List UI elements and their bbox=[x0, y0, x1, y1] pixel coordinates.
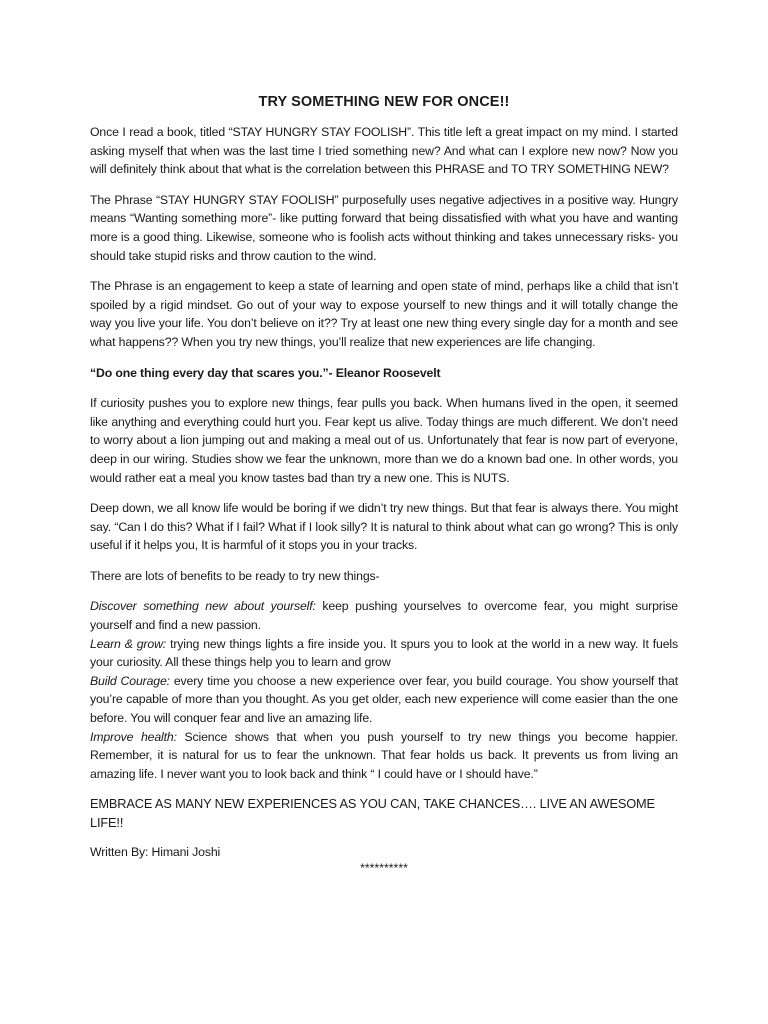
document-title: TRY SOMETHING NEW FOR ONCE!! bbox=[258, 94, 510, 110]
closing-statement: EMBRACE AS MANY NEW EXPERIENCES AS YOU CAN, TAKE CHANCES…. LIVE AN AWESOME LIFE!! bbox=[90, 796, 655, 830]
benefit-text: trying new things lights a fire inside you. It spurs you to look at the world in a new way. It fuels your curiosity. All these things help you to learn and grow bbox=[90, 636, 678, 670]
benefit-text: Science shows that when you push yourself to try new things you become happier. Remember, it is natural for us to fear the unknown. That fear holds us back. It prevents us from living an amazing life. I never want you to look back and think “ I could have or I should have.” bbox=[90, 729, 678, 781]
benefit-term: Discover something new about yourself: bbox=[90, 599, 316, 614]
quote: “Do one thing every day that scares you.”- Eleanor Roosevelt bbox=[90, 365, 441, 380]
benefit-item bbox=[90, 728, 678, 784]
benefit-text: every time you choose a new experience over fear, you build courage. You show yourself that you’re capable of more than you thought. As you get older, each new experience will come easier than the one before. You will conquer fear and live an amazing life. bbox=[90, 673, 679, 726]
paragraph-phrase-meaning: The Phrase “STAY HUNGRY STAY FOOLISH” purposefully uses negative adjectives in a positive way. Hungry means “Wanting something more”- like putting forward that being dissatisfied with what you have and wanting more is a good thing. Likewise, someone who is foolish acts without thinking and takes unnecessary risks- you should take stupid risks and throw caution to the wind. bbox=[90, 192, 678, 263]
author-line: Written By: Himani Joshi bbox=[90, 844, 221, 859]
benefit-term: Improve health: bbox=[90, 729, 177, 744]
benefit-term: Learn & grow: bbox=[90, 636, 167, 651]
paragraph-phrase-engagement: The Phrase is an engagement to keep a state of learning and open state of mind, perhaps like a child that isn’t spoiled by a rigid mindset. Go out of your way to expose yourself to new things and it will totally change the way you live your life. You don’t believe on it?? Try at least one new thing every single day for a month and see what happens?? When you try new things, you’ll realize that new experiences are life changing. bbox=[90, 279, 678, 349]
document-page bbox=[90, 94, 678, 875]
benefit-item bbox=[90, 635, 678, 672]
end-mark: ********** bbox=[360, 861, 408, 876]
paragraph-intro: Once I read a book, titled “STAY HUNGRY STAY FOOLISH”. This title left a great impact on my mind. I started asking myself that when was the last time I tried something new? And what can I explore new now? Now you will definitely think about that what is the correlation between this PHRASE and TO TRY SOMETHING NEW? bbox=[90, 125, 678, 177]
benefit-text: keep pushing yourselves to overcome fear, you might surprise yourself and find a new passion. bbox=[90, 599, 678, 633]
paragraph-benefits-intro: There are lots of benefits to be ready to try new things- bbox=[90, 568, 380, 583]
benefit-item bbox=[90, 597, 678, 634]
paragraph-deep-down: Deep down, we all know life would be boring if we didn’t try new things. But that fear is always there. You might say. “Can I do this? What if I fail? What if I look silly? It is natural to think about what can go wrong? This is only useful if it helps you, It is harmful of it stops you in your tracks. bbox=[90, 501, 678, 553]
benefits-list bbox=[90, 597, 678, 783]
benefit-item bbox=[90, 672, 678, 728]
benefit-term: Build Courage: bbox=[90, 673, 170, 688]
paragraph-fear: If curiosity pushes you to explore new things, fear pulls you back. When humans lived in the open, it seemed like anything and everything could hurt you. Fear kept us alive. Today things are much different. We don’t need to worry about a lion jumping out and making a meal out of us. Unfortunately that fear is now part of everyone, deep in our wiring. Studies show we fear the unknown, more than we do a known bad one. In other words, you would rather eat a meal you know tastes bad than try a new one. This is NUTS. bbox=[90, 396, 678, 485]
